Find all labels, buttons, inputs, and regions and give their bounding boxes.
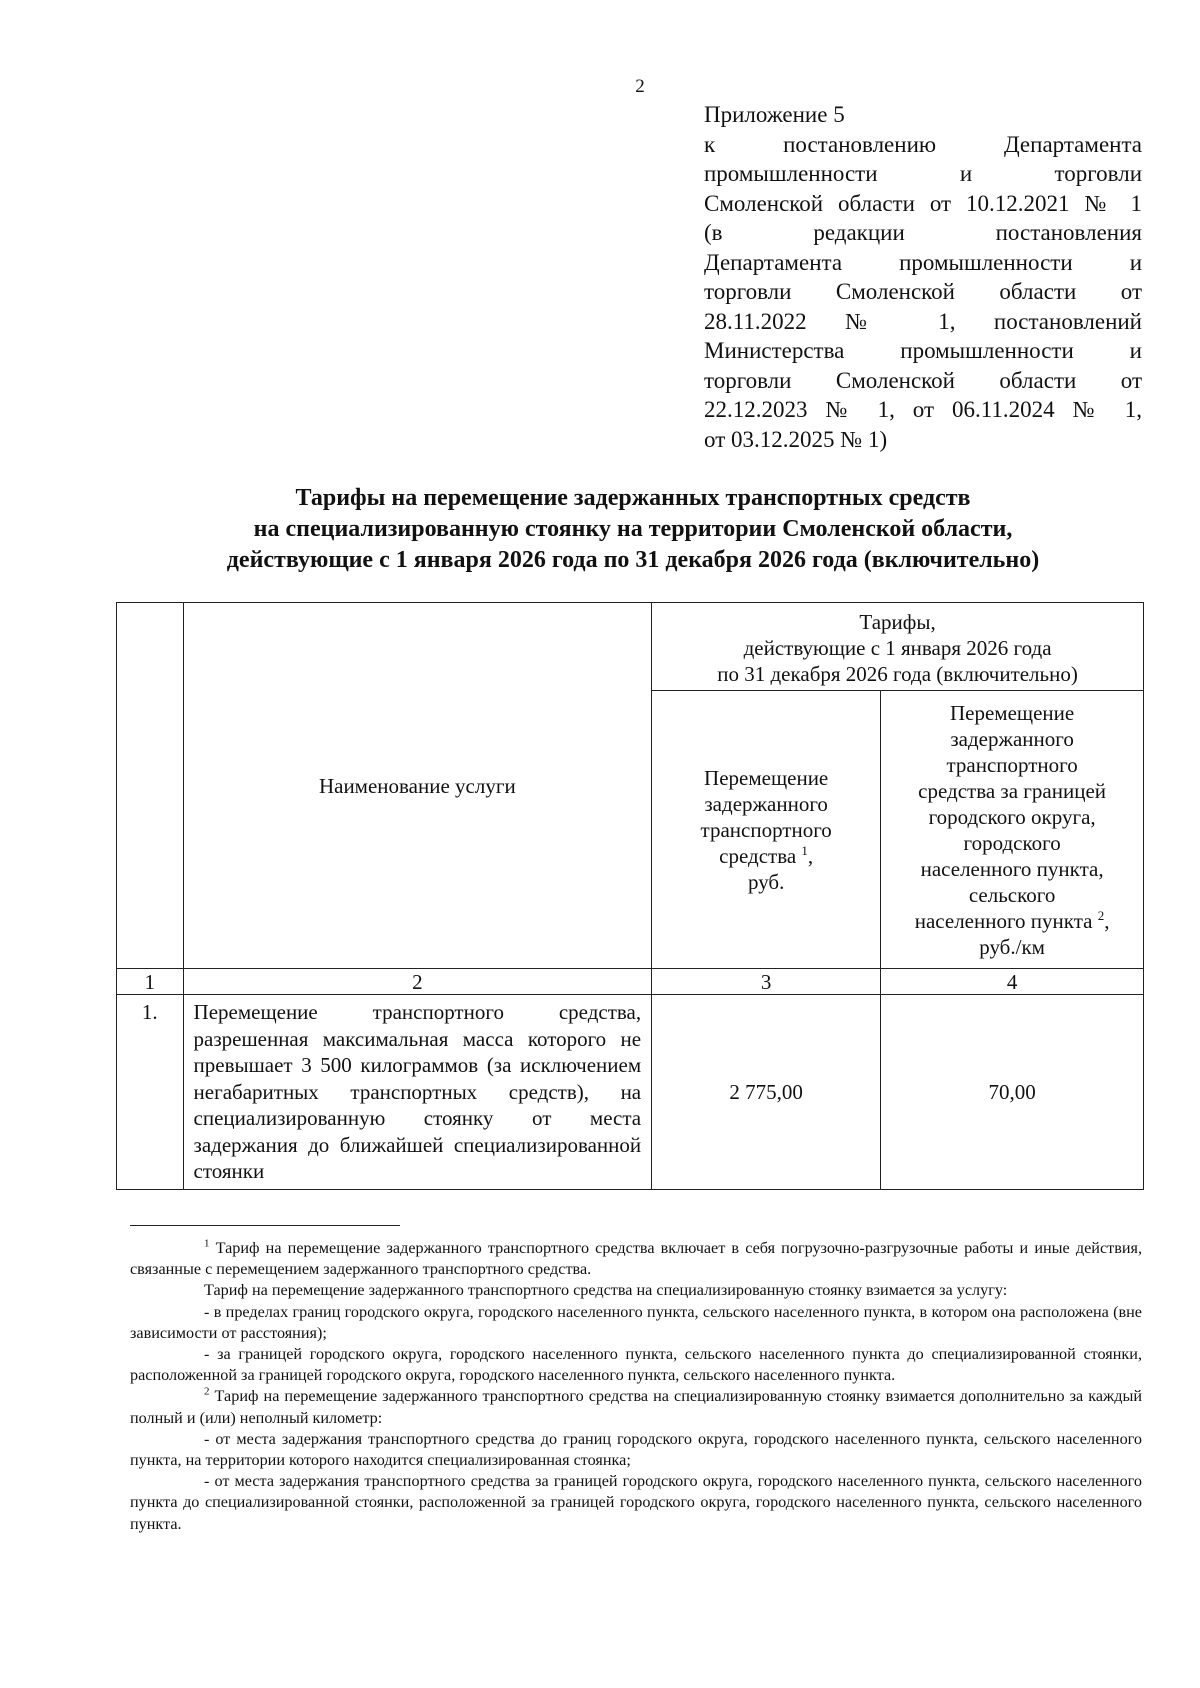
header-line: сельского — [968, 882, 1056, 907]
column-number: 1 — [117, 969, 184, 995]
footnote-text: Тариф на перемещение задержанного транспортного средства на специализированную стоянку взимается дополнительно за каждый полный и (или) неполный километр: — [130, 1387, 1142, 1427]
footnote — [130, 1344, 1142, 1386]
row-number: 1. — [117, 995, 184, 1190]
row-service: Перемещение транспортного средства, разрешенная максимальная масса которого не превышает 3 500 килограммов (за исключением негабаритных транспортных средств), на специализированную стоянку от места задержания до ближайшей специализированной стоянки — [183, 995, 652, 1190]
footnotes — [130, 1238, 1142, 1535]
appendix-line: 22.12.2023 № 1, от 06.11.2024 № 1, — [704, 397, 1142, 422]
table-header-row — [117, 603, 1144, 691]
header-tariffs-cell — [652, 603, 1144, 691]
footnote-text: - от места задержания транспортного средства за границей городского округа, городского населенного пункта, сельского населенного пункта до специализированной стоянки, расположенной за границей городского округа, городского населенного пункта, сельского населенного пункта. — [130, 1472, 1142, 1533]
header-line — [881, 908, 1143, 934]
footnote-text: - от места задержания транспортного средства до границ городского округа, городского населенного пункта, сельского населенного пункта, на территории которого находится специализированная стоянка; — [130, 1429, 1142, 1470]
appendix-line: Департамента промышленности и — [704, 249, 1142, 275]
footnote-text: Тариф на перемещение задержанного транспортного средства включает в себя погрузочно-разгрузочные работы и иные действия, связанные с перемещением задержанного транспортного средства. — [130, 1239, 1142, 1279]
appendix-line: торговли Смоленской области от — [704, 279, 1142, 304]
header-text: населенного пункта — [914, 908, 1093, 933]
table-row — [117, 995, 1144, 1190]
header-service-cell: Наименование услуги — [183, 603, 652, 969]
header-line: транспортного — [946, 752, 1078, 777]
column-number: 3 — [652, 969, 881, 995]
appendix-line: от 03.12.2025 № 1) — [704, 426, 888, 452]
footnote-mark: 1 — [801, 842, 808, 858]
header-tariff-cell — [652, 691, 881, 969]
footnote — [130, 1280, 1142, 1301]
footnote-text: - в пределах границ городского округа, городского населенного пункта, сельского населенного пункта, в котором она расположена (вне зависимости от расстояния); — [130, 1302, 1142, 1342]
footnote — [130, 1302, 1142, 1344]
footnote — [130, 1471, 1142, 1535]
header-line: Перемещение — [704, 765, 829, 790]
footnote-text: - за границей городского округа, городского населенного пункта, сельского населенного пункта до специализированной стоянки, расположенной за границей городского округа, городского населенного пункта, сельского населенного пункта. — [130, 1345, 1142, 1385]
column-number-row — [117, 969, 1144, 995]
header-line: Перемещение — [949, 700, 1075, 725]
column-number: 2 — [183, 969, 652, 995]
header-line: задержанного — [704, 791, 828, 816]
row-tariff-per-km: 70,00 — [881, 995, 1144, 1190]
page-number: 2 — [635, 76, 645, 97]
appendix-line: (в редакции постановления — [704, 220, 1142, 245]
column-number: 4 — [881, 969, 1144, 995]
appendix-line: 28.11.2022 № 1, постановлений — [704, 308, 1142, 334]
footnote-text: Тариф на перемещение задержанного транспортного средства на специализированную стоянку взимается за услугу: — [204, 1281, 1008, 1300]
header-line — [652, 843, 880, 869]
document-title — [118, 483, 1148, 576]
header-unit: руб. — [747, 869, 785, 894]
header-tariffs-line: действующие с 1 января 2026 года — [743, 635, 1052, 660]
footnote — [130, 1429, 1142, 1471]
header-tariffs-line: Тарифы, — [859, 609, 936, 634]
tariffs-table — [116, 602, 1144, 1190]
row-tariff: 2 775,00 — [652, 995, 881, 1190]
header-line: городского — [963, 830, 1061, 855]
footnote-separator — [130, 1225, 400, 1226]
header-line: городского округа, — [928, 804, 1096, 829]
title-line: действующие с 1 января 2026 года по 31 декабря 2026 года (включительно) — [226, 547, 1040, 573]
footnote-mark: 2 — [1097, 907, 1105, 923]
header-line: средства за границей — [918, 778, 1107, 803]
appendix-line: Смоленской области от 10.12.2021 № 1 — [704, 190, 1142, 216]
header-text: , — [1104, 908, 1110, 933]
footnote-mark: 2 — [204, 1386, 210, 1399]
header-text: , — [807, 843, 814, 868]
appendix-line: торговли Смоленской области от — [704, 367, 1142, 393]
footnote — [130, 1238, 1142, 1280]
header-tariffs-line: по 31 декабря 2026 года (включительно) — [717, 661, 1078, 686]
header-line: населенного пункта, — [920, 856, 1104, 881]
appendix-line: промышленности и торговли — [704, 161, 1142, 186]
header-line: задержанного — [950, 726, 1074, 751]
header-tariff-per-km-cell — [881, 691, 1144, 969]
header-line: транспортного — [700, 817, 832, 842]
header-text: средства — [719, 843, 797, 868]
title-line: Тарифы на перемещение задержанных транспортных средств — [295, 485, 971, 511]
footnote-mark: 1 — [204, 1237, 210, 1250]
header-num-cell — [117, 603, 184, 969]
appendix-header — [704, 100, 1142, 454]
appendix-line: к постановлению Департамента — [704, 131, 1142, 157]
footnote — [130, 1386, 1142, 1428]
title-line: на специализированную стоянку на территории Смоленской области, — [253, 516, 1013, 542]
header-unit: руб./км — [979, 934, 1045, 959]
appendix-line: Приложение 5 — [704, 102, 845, 127]
appendix-line: Министерства промышленности и — [704, 338, 1142, 363]
